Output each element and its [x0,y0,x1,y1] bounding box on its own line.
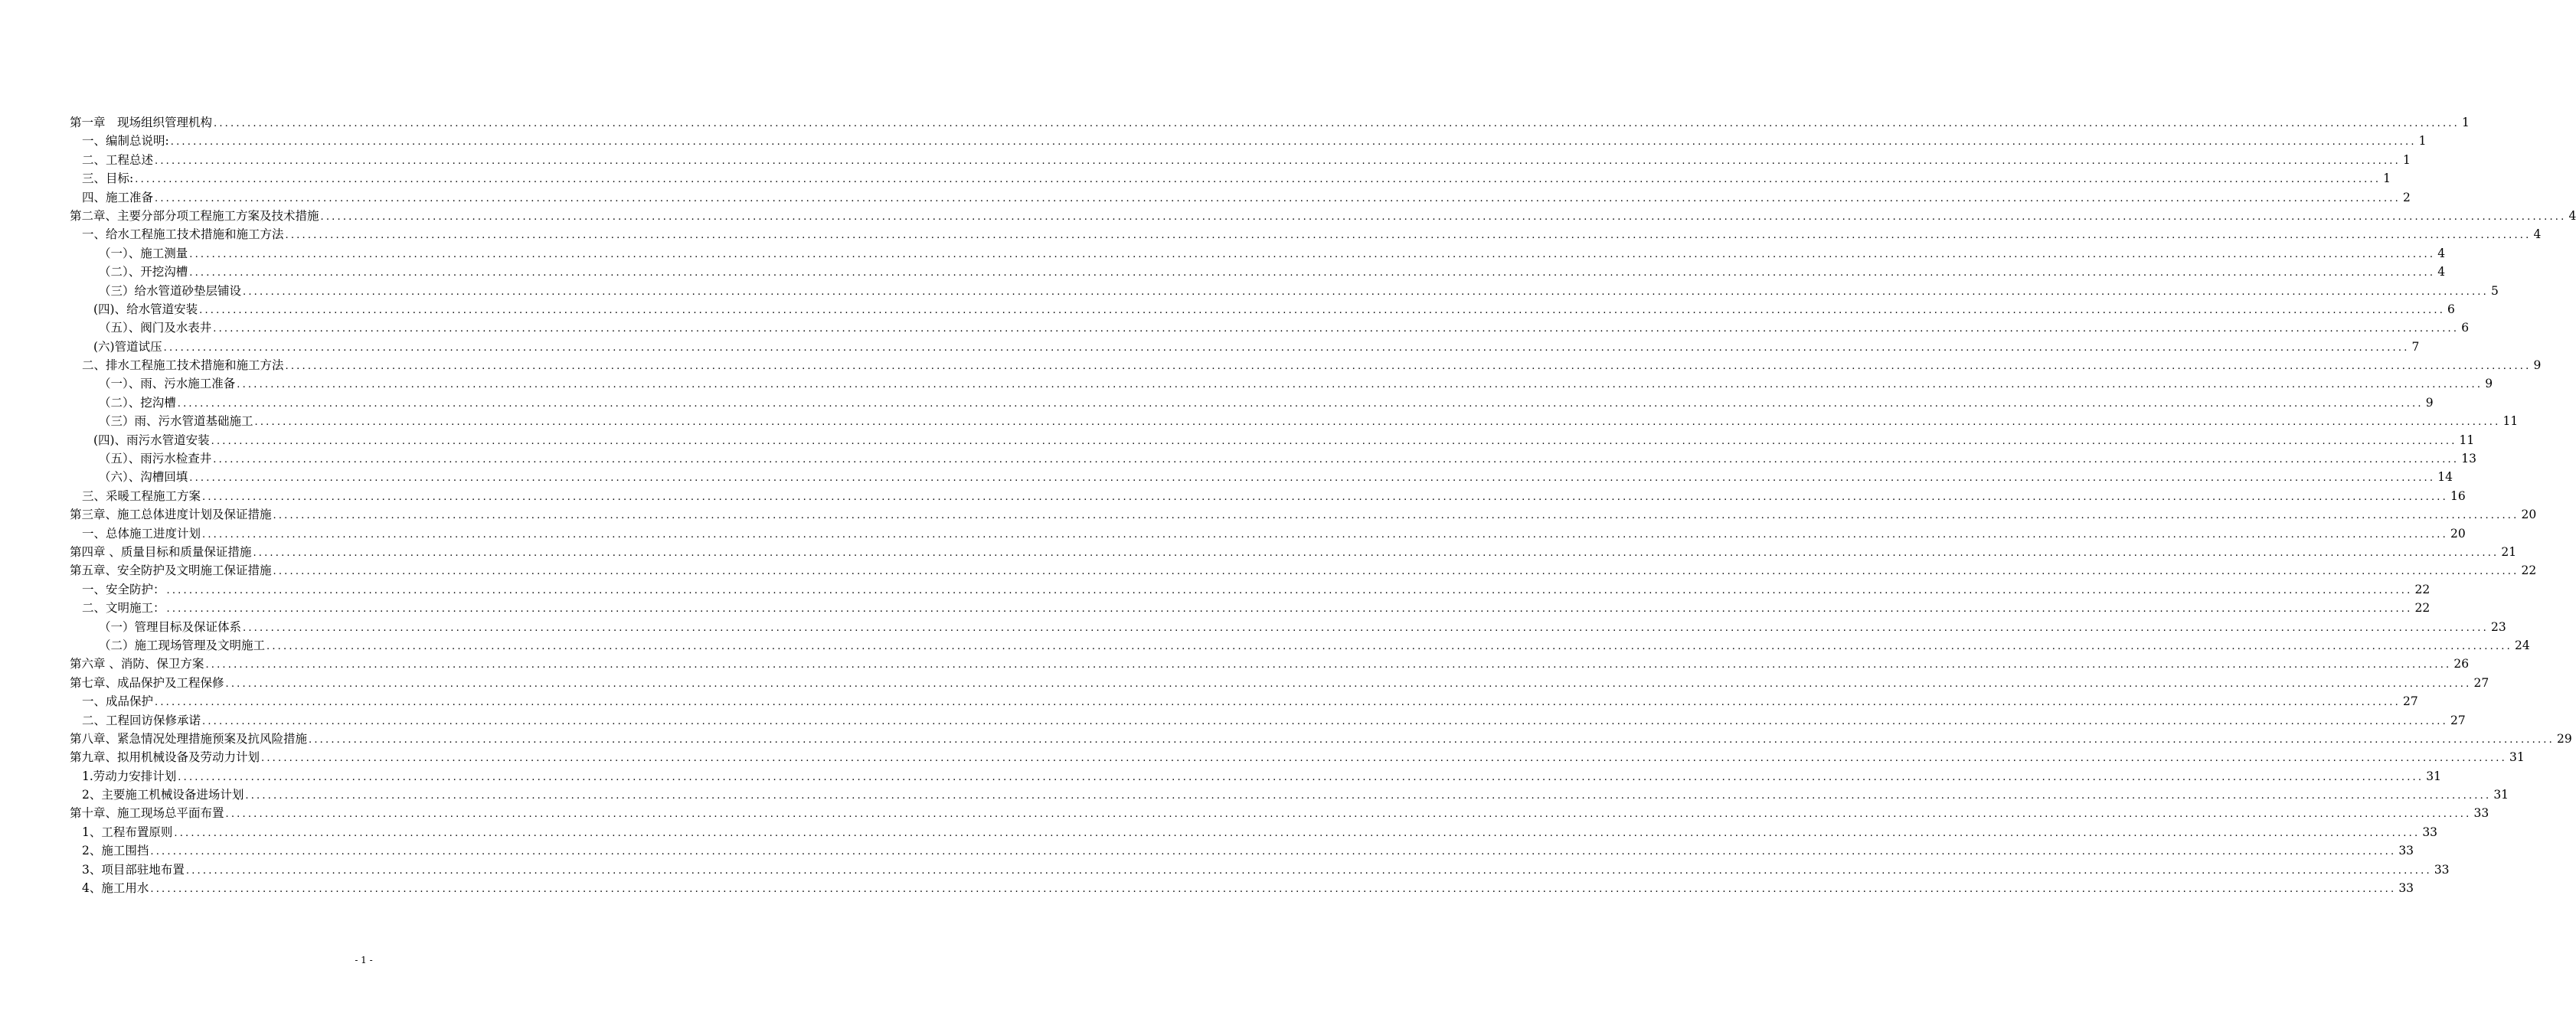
toc-entry[interactable] [70,487,2466,505]
toc-entry[interactable] [70,599,2431,617]
toc-entry-page: 1 [2383,172,2391,186]
toc-entry-title: (六)管道试压 [93,339,162,354]
toc-dot-leader: ................................................................................................................................................................................................................................................................................................................................................................................................................ [243,622,2489,634]
toc-entry[interactable] [70,861,2450,879]
toc-entry[interactable] [70,412,2519,430]
toc-entry-page: 4 [2568,208,2576,223]
toc-entry[interactable] [70,879,2414,897]
toc-entry-page: 20 [2521,508,2537,522]
toc-entry-title: 二、工程总述 [82,152,154,167]
toc-dot-leader: ................................................................................................................................................................................................................................................................................................................................................................................................................ [285,230,2532,242]
toc-entry-page: 29 [2556,731,2572,746]
toc-dot-leader: ................................................................................................................................................................................................................................................................................................................................................................................................................ [205,659,2452,671]
toc-entry[interactable] [70,263,2446,281]
toc-entry-page: 4 [2533,227,2542,242]
toc-dot-leader: ................................................................................................................................................................................................................................................................................................................................................................................................................ [309,733,2555,746]
toc-dot-leader: ................................................................................................................................................................................................................................................................................................................................................................................................................ [266,640,2512,652]
toc-entry-title: 一、成品保护 [82,694,154,709]
toc-dot-leader: ................................................................................................................................................................................................................................................................................................................................................................................................................ [163,341,2410,354]
toc-entry-page: 27 [2402,694,2418,709]
toc-entry[interactable] [70,841,2414,860]
toc-entry-page: 11 [2502,414,2519,429]
toc-entry-page: 9 [2425,395,2434,410]
toc-entry-title: 第八章、紧急情况处理措施预案及抗风险措施 [70,731,308,746]
toc-entry[interactable] [70,468,2453,486]
page-number: - 1 - [355,955,373,965]
toc-entry-title: 第六章 、消防、保卫方案 [70,657,204,671]
toc-entry-title: 2、主要施工机械设备进场计划 [82,788,244,802]
toc-entry-page: 22 [2521,564,2537,578]
toc-entry[interactable] [70,711,2466,730]
toc-entry-title: 第一章 现场组织管理机构 [70,116,213,129]
toc-entry-title: 2、施工围挡 [82,844,149,858]
toc-dot-leader: ................................................................................................................................................................................................................................................................................................................................................................................................................ [202,491,2448,503]
toc-entry[interactable] [70,244,2446,263]
toc-dot-leader: ................................................................................................................................................................................................................................................................................................................................................................................................................ [261,753,2507,765]
toc-entry-page: 16 [2450,488,2466,503]
toc-entry[interactable] [70,823,2438,841]
toc-dot-leader: ................................................................................................................................................................................................................................................................................................................................................................................................................ [189,472,2436,485]
toc-dot-leader: ................................................................................................................................................................................................................................................................................................................................................................................................................ [155,192,2401,204]
toc-dot-leader: ................................................................................................................................................................................................................................................................................................................................................................................................................ [213,323,2460,335]
toc-entry[interactable] [70,282,2499,300]
toc-entry[interactable] [70,207,2576,225]
toc-dot-leader: ................................................................................................................................................................................................................................................................................................................................................................................................................ [253,547,2499,559]
toc-dot-leader: ................................................................................................................................................................................................................................................................................................................................................................................................................ [211,435,2457,447]
toc-entry-page: 9 [2485,377,2493,391]
toc-entry-title: （一）管理目标及保证体系 [99,619,242,634]
toc-entry-title: （三）给水管道砂垫层铺设 [99,283,242,298]
toc-entry-title: （二）施工现场管理及文明施工 [99,638,266,652]
toc-entry[interactable] [70,132,2427,150]
toc-entry-title: 三、采暖工程施工方案 [82,488,201,503]
toc-dot-leader: ................................................................................................................................................................................................................................................................................................................................................................................................................ [202,528,2448,541]
toc-dot-leader: ................................................................................................................................................................................................................................................................................................................................................................................................................ [177,397,2424,410]
toc-entry[interactable] [70,786,2509,804]
toc-entry-title: （二）、开挖沟槽 [99,265,188,279]
toc-entry-page: 33 [2434,862,2450,877]
toc-entry-page: 11 [2459,433,2475,447]
toc-entry[interactable] [70,767,2441,786]
toc-entry[interactable] [70,169,2391,188]
toc-entry-title: （一）、施工测量 [99,246,188,260]
table-of-contents [70,113,2576,897]
toc-entry[interactable] [70,300,2455,318]
toc-entry-page: 26 [2453,657,2470,671]
toc-entry-title: 二、工程回访保修承诺 [82,713,201,727]
toc-dot-leader: ................................................................................................................................................................................................................................................................................................................................................................................................................ [225,678,2472,690]
toc-entry-page: 6 [2461,321,2470,335]
toc-entry-page: 33 [2398,881,2414,896]
toc-entry-page: 22 [2414,601,2431,616]
toc-entry-title: 一、安全防护： [82,582,165,596]
toc-entry-title: （五）、雨污水检查井 [99,452,212,466]
toc-dot-leader: ................................................................................................................................................................................................................................................................................................................................................................................................................ [273,566,2519,578]
toc-entry-title: 三、目标: [82,172,134,186]
toc-entry-page: 27 [2450,713,2466,727]
toc-dot-leader: ................................................................................................................................................................................................................................................................................................................................................................................................................ [174,827,2421,839]
toc-entry-title: 第四章 、质量目标和质量保证措施 [70,544,252,559]
toc-entry[interactable] [70,394,2434,412]
toc-entry-page: 1 [2461,116,2470,129]
toc-entry-page: 9 [2533,358,2542,373]
toc-entry-title: 3、项目部驻地布置 [82,862,185,877]
toc-entry-page: 23 [2490,619,2506,634]
toc-entry[interactable] [70,318,2470,337]
toc-entry[interactable] [70,580,2431,599]
toc-entry-title: 第九章、拟用机械设备及劳动力计划 [70,750,260,765]
toc-entry-page: 2 [2402,190,2411,204]
toc-entry-title: 四、施工准备 [82,190,154,204]
toc-entry[interactable] [70,431,2475,449]
toc-dot-leader: ................................................................................................................................................................................................................................................................................................................................................................................................................ [155,697,2401,709]
toc-dot-leader: ................................................................................................................................................................................................................................................................................................................................................................................................................ [189,248,2436,260]
toc-entry-page: 21 [2501,544,2517,559]
toc-entry[interactable] [70,636,2530,655]
toc-dot-leader: ................................................................................................................................................................................................................................................................................................................................................................................................................ [185,864,2432,877]
toc-entry-page: 33 [2398,844,2414,858]
toc-entry-page: 6 [2447,302,2455,316]
toc-entry[interactable] [70,804,2489,822]
toc-entry-page: 13 [2461,452,2476,466]
toc-entry-page: 33 [2422,825,2438,839]
toc-dot-leader: ................................................................................................................................................................................................................................................................................................................................................................................................................ [166,584,2413,596]
toc-entry-page: 31 [2509,750,2525,765]
toc-entry-page: 33 [2473,806,2489,821]
toc-entry-page: 4 [2437,265,2446,279]
toc-entry-page: 27 [2473,675,2489,690]
toc-entry-title: 第二章、主要分部分项工程施工方案及技术措施 [70,208,319,223]
toc-entry-title: （一）、雨、污水施工准备 [99,377,236,391]
toc-entry-title: 一、给水工程施工技术措施和施工方法 [82,227,284,242]
toc-dot-leader: ................................................................................................................................................................................................................................................................................................................................................................................................................ [170,136,2417,149]
toc-dot-leader: ................................................................................................................................................................................................................................................................................................................................................................................................................ [155,155,2401,167]
toc-entry-title: 第十章、施工现场总平面布置 [70,806,224,821]
toc-entry-title: （三）雨、污水管道基础施工 [99,414,253,429]
toc-dot-leader: ................................................................................................................................................................................................................................................................................................................................................................................................................ [199,304,2446,316]
toc-entry[interactable] [70,618,2506,636]
toc-entry[interactable] [70,692,2418,710]
toc-dot-leader: ................................................................................................................................................................................................................................................................................................................................................................................................................ [166,603,2413,616]
toc-dot-leader: ................................................................................................................................................................................................................................................................................................................................................................................................................ [254,416,2501,429]
toc-entry[interactable] [70,561,2537,580]
toc-dot-leader: ................................................................................................................................................................................................................................................................................................................................................................................................................ [189,267,2436,279]
toc-entry-title: (四)、雨污水管道安装 [93,433,210,447]
toc-entry[interactable] [70,113,2470,132]
toc-dot-leader: ................................................................................................................................................................................................................................................................................................................................................................................................................ [320,211,2567,223]
toc-entry-page: 1 [2402,152,2411,167]
toc-entry-page: 24 [2514,638,2530,652]
toc-dot-leader: ................................................................................................................................................................................................................................................................................................................................................................................................................ [213,454,2460,466]
toc-dot-leader: ................................................................................................................................................................................................................................................................................................................................................................................................................ [285,361,2532,373]
toc-entry[interactable] [70,449,2476,468]
toc-entry[interactable] [70,356,2542,374]
toc-entry-page: 1 [2418,134,2427,149]
toc-entry-page: 20 [2450,526,2466,541]
toc-entry-title: 二、文明施工： [82,601,165,616]
toc-entry-title: 4、施工用水 [82,881,149,896]
toc-entry-title: （六）、沟槽回填 [99,470,188,485]
toc-entry-page: 31 [2493,788,2509,802]
toc-entry-title: 第五章、安全防护及文明施工保证措施 [70,564,272,578]
toc-entry[interactable] [70,374,2493,393]
toc-entry[interactable] [70,188,2411,207]
toc-dot-leader: ................................................................................................................................................................................................................................................................................................................................................................................................................ [178,771,2424,783]
toc-entry-page: 31 [2426,769,2441,783]
toc-entry-title: 第三章、施工总体进度计划及保证措施 [70,508,272,522]
toc-entry[interactable] [70,730,2572,748]
toc-entry[interactable] [70,655,2470,673]
toc-dot-leader: ................................................................................................................................................................................................................................................................................................................................................................................................................ [237,379,2483,391]
toc-dot-leader: ................................................................................................................................................................................................................................................................................................................................................................................................................ [243,286,2489,298]
toc-entry-title: (四)、给水管道安装 [93,302,198,316]
toc-dot-leader: ................................................................................................................................................................................................................................................................................................................................................................................................................ [273,510,2519,522]
toc-entry-title: 1.劳动力安排计划 [82,769,177,783]
toc-dot-leader: ................................................................................................................................................................................................................................................................................................................................................................................................................ [150,846,2397,858]
toc-entry-title: 一、总体施工进度计划 [82,526,201,541]
toc-entry-title: 一、编制总说明: [82,134,169,149]
toc-entry-page: 5 [2490,283,2499,298]
toc-entry-page: 14 [2437,470,2453,485]
toc-dot-leader: ................................................................................................................................................................................................................................................................................................................................................................................................................ [135,174,2381,186]
toc-dot-leader: ................................................................................................................................................................................................................................................................................................................................................................................................................ [225,808,2472,821]
toc-dot-leader: ................................................................................................................................................................................................................................................................................................................................................................................................................ [214,118,2460,129]
toc-entry-title: 1、工程布置原则 [82,825,173,839]
toc-entry[interactable] [70,524,2466,543]
toc-entry[interactable] [70,543,2517,561]
toc-entry[interactable] [70,338,2420,356]
toc-entry-title: 二、排水工程施工技术措施和施工方法 [82,358,284,373]
toc-entry[interactable] [70,674,2489,692]
toc-entry[interactable] [70,225,2542,243]
toc-entry[interactable] [70,748,2525,766]
toc-entry-title: （二）、挖沟槽 [99,395,176,410]
toc-entry-title: （五）、阀门及水表井 [99,321,212,335]
toc-entry[interactable] [70,151,2411,169]
toc-entry[interactable] [70,505,2537,524]
toc-entry-page: 22 [2414,582,2431,596]
toc-dot-leader: ................................................................................................................................................................................................................................................................................................................................................................................................................ [245,790,2492,802]
toc-entry-page: 4 [2437,246,2446,260]
toc-entry-page: 7 [2411,339,2420,354]
toc-dot-leader: ................................................................................................................................................................................................................................................................................................................................................................................................................ [150,884,2397,896]
toc-entry-title: 第七章、成品保护及工程保修 [70,675,224,690]
toc-dot-leader: ................................................................................................................................................................................................................................................................................................................................................................................................................ [202,715,2448,727]
